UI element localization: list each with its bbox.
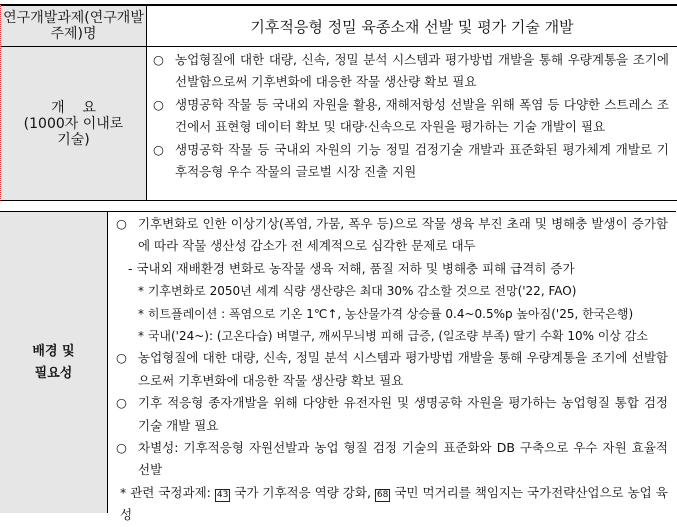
overview-label	[1, 47, 147, 200]
background-label	[0, 212, 108, 513]
overview-item: ○ 생명공학 작물 등 국내외 자원을 활용, 재해저항성 선발을 위해 폭염 등 다양한 스트레스 조건에서 표현형 데이터 확보 및 대량·신속으로 자원을 평가하는 기술 개발이 필요	[153, 94, 669, 139]
overview-item: ○ 농업형질에 대한 대량, 신속, 정밀 분석 시스템과 평가방법 개발을 통해 우량계통을 조기에 선발함으로써 기후변화에 대응한 작물 생산량 확보 필요	[153, 49, 669, 94]
background-table	[0, 211, 676, 523]
overview-content	[147, 47, 677, 200]
background-item: ○ 차별성: 기후적응형 자원선발과 농업 형질 검정 기술의 표준화와 DB 구축으로 우수 자원 효율적 선발	[116, 437, 668, 482]
bullet-icon: ○	[153, 52, 164, 67]
overview-item: ○ 생명공학 작물 등 국내외 자원의 기능 정밀 검정기술 개발과 표준화된 평가체계 개발로 기후적응형 우수 작물의 글로벌 시장 진출 지원	[153, 139, 669, 184]
bullet-icon: ○	[153, 141, 164, 157]
background-item: ○ 기후 적응형 종자개발을 위해 다양한 유전자원 및 생명공학 자원을 평가하는 농업형질 통합 검정기술 개발 필요	[116, 392, 668, 437]
bullet-icon: ○	[153, 96, 164, 112]
sub-item: - 국내외 재배환경 변화로 농작물 생육 저해, 품질 저하 및 병해충 피해 급격히 증가	[128, 260, 575, 276]
note: * 히트플레이션 : 폭염으로 기온 1℃↑, 농산물가격 상승률 0.4~0.5%p 높아짐('25, 한국은행)	[138, 306, 634, 321]
bullet-icon: ○	[116, 395, 127, 411]
related-task: 국민 먹거리를 책임지는 국가전략산업으로 농업 육성	[120, 484, 668, 523]
overview-label-line2: (1000자 이내로 기술)	[23, 115, 124, 148]
background-label-line1: 배경 및	[32, 343, 75, 359]
background-item: ○ 기후변화로 인한 이상기상(폭염, 가뭄, 폭우 등)으로 작물 생육 부진 초래 및 병해충 발생이 증가함에 따라 작물 생산성 감소가 전 세계적으로 심각한 문제로 대두	[116, 213, 668, 258]
bullet-icon: ○	[116, 440, 127, 456]
overview-label-line1: 개 요	[51, 99, 96, 116]
background-label-line2: 필요성	[34, 365, 73, 381]
bullet-icon: ○	[116, 350, 127, 366]
project-table	[0, 4, 677, 201]
related-task: 국가 기후적응 역량 강화,	[234, 484, 371, 500]
background-content	[108, 212, 676, 523]
related-tasks	[116, 482, 668, 527]
related-prefix: * 관련 국정과제:	[120, 484, 211, 500]
note: * 국내('24~): (고온다습) 벼멸구, 깨씨무늬병 피해 급증, (일조량 부족) 딸기 수확 10% 이상 감소	[138, 329, 648, 344]
bullet-icon: ○	[116, 216, 127, 231]
task-number-badge: 43	[216, 489, 229, 500]
note: * 기후변화로 2050년 세계 식량 생산량은 최대 30% 감소할 것으로 전망('22, FAO)	[138, 284, 577, 299]
project-name-label: 연구개발과제(연구개발주제)명	[1, 6, 147, 47]
project-title: 기후적응형 정밀 육종소재 선발 및 평가 기술 개발	[147, 6, 677, 47]
background-item: ○ 농업형질에 대한 대량, 신속, 정밀 분석 시스템과 평가방법 개발을 통해 우량계통을 조기에 선발함으로써 기후변화에 대응한 작물 생산량 확보 필요	[116, 347, 668, 392]
task-number-badge: 68	[376, 489, 389, 500]
